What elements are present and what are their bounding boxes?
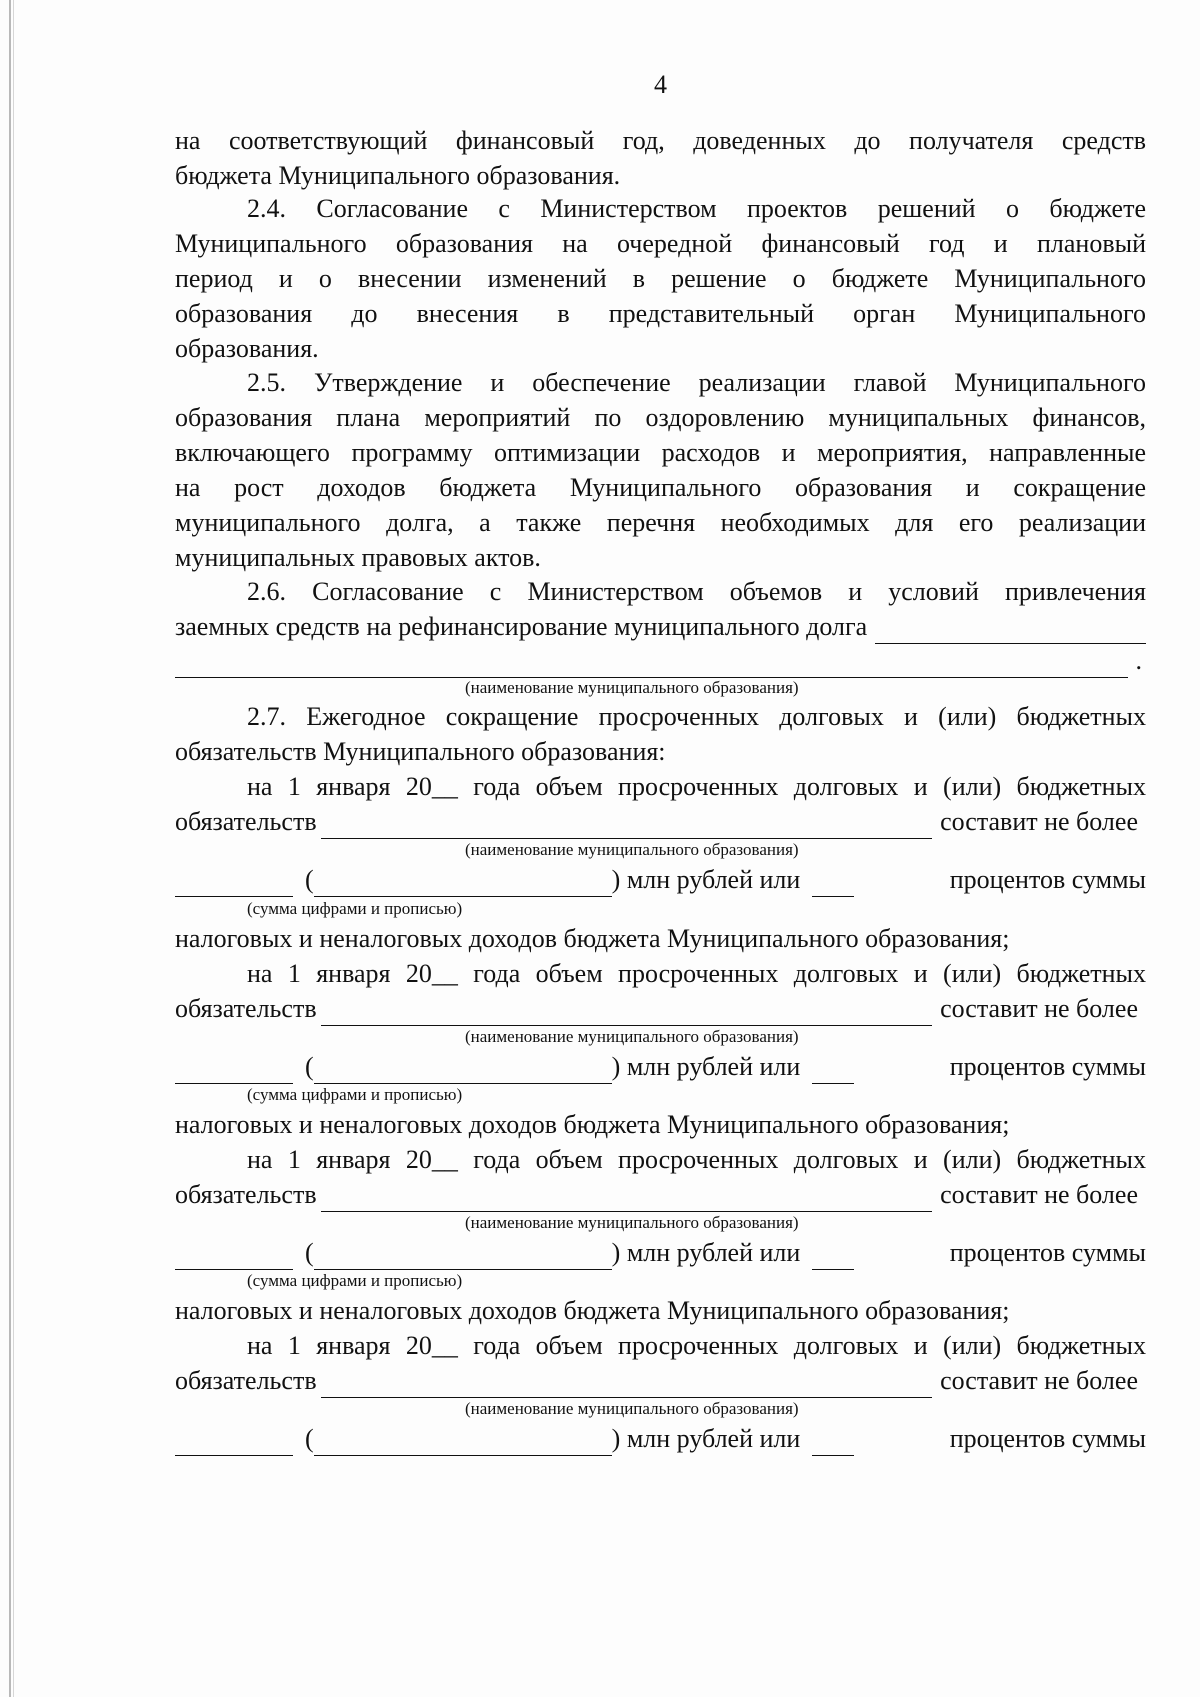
blank-field bbox=[175, 1245, 293, 1270]
caption-sum: (сумма цифрами и прописью) bbox=[247, 1271, 463, 1290]
scan-edge-inner bbox=[13, 0, 14, 1697]
text-fragment: составит не более bbox=[940, 994, 1138, 1023]
text-fragment: ) млн рублей или bbox=[611, 865, 801, 894]
text-fragment: обязательств bbox=[175, 1180, 317, 1209]
blank-field bbox=[875, 619, 1146, 644]
year-line: на 1 января 20__ года объем просроченных долговых и (или) бюджетных bbox=[247, 1331, 1146, 1360]
text-fragment: процентов суммы bbox=[949, 1052, 1146, 1081]
caption-sum: (сумма цифрами и прописью) bbox=[247, 1085, 463, 1104]
text-line: муниципального долга, а также перечня необходимых для его реализации bbox=[175, 508, 1146, 537]
text-fragment: ( bbox=[305, 865, 314, 894]
text-fragment: составит не более bbox=[940, 807, 1138, 836]
caption-mo: (наименование муниципального образования) bbox=[465, 1213, 799, 1232]
year-line: на 1 января 20__ года объем просроченных долговых и (или) бюджетных bbox=[247, 959, 1146, 988]
text-line: образования. bbox=[175, 334, 319, 363]
paragraph-2-5: 2.5. Утверждение и обеспечение реализации главой Муниципального bbox=[247, 368, 1146, 397]
text-line: на рост доходов бюджета Муниципального образования и сокращение bbox=[175, 473, 1146, 502]
text-fragment: обязательств bbox=[175, 1366, 317, 1395]
year-line: на 1 января 20__ года объем просроченных долговых и (или) бюджетных bbox=[247, 1145, 1146, 1174]
blank-line bbox=[175, 644, 1146, 678]
text-line: налоговых и неналоговых доходов бюджета Муниципального образования; bbox=[175, 1110, 1010, 1139]
text-line: бюджета Муниципального образования. bbox=[175, 161, 621, 190]
text-line: образования плана мероприятий по оздоровлению муниципальных финансов, bbox=[175, 403, 1146, 432]
text-line: обязательств Муниципального образования: bbox=[175, 737, 666, 766]
obligations-line bbox=[175, 1178, 1146, 1212]
blank-field bbox=[175, 653, 1128, 678]
blank-field bbox=[321, 814, 933, 839]
text-line: образования до внесения в представительный орган Муниципального bbox=[175, 299, 1146, 328]
caption-mo: (наименование муниципального образования) bbox=[465, 1027, 799, 1046]
blank-field bbox=[175, 1059, 293, 1084]
blank-field bbox=[321, 1373, 933, 1398]
paragraph-2-4: 2.4. Согласование с Министерством проектов решений о бюджете bbox=[247, 194, 1146, 223]
page-number: 4 bbox=[654, 70, 667, 99]
paragraph-2-6: 2.6. Согласование с Министерством объемов и условий привлечения bbox=[247, 577, 1146, 606]
caption-sum: (сумма цифрами и прописью) bbox=[247, 899, 463, 918]
blank-field bbox=[321, 1187, 933, 1212]
text-fragment: составит не более bbox=[940, 1366, 1138, 1395]
obligations-line bbox=[175, 1364, 1146, 1398]
blank-field bbox=[314, 1059, 612, 1084]
obligations-line bbox=[175, 805, 1146, 839]
blank-field bbox=[175, 1431, 293, 1456]
blank-field bbox=[314, 1245, 612, 1270]
text-fragment: ( bbox=[305, 1052, 314, 1081]
text-line: Муниципального образования на очередной финансовый год и плановый bbox=[175, 229, 1146, 258]
blank-field bbox=[812, 1245, 854, 1270]
text-fragment: обязательств bbox=[175, 807, 317, 836]
text-fragment: ) млн рублей или bbox=[611, 1052, 801, 1081]
amount-line bbox=[175, 1050, 1146, 1084]
blank-field bbox=[321, 1001, 933, 1026]
caption-mo: (наименование муниципального образования) bbox=[465, 1399, 799, 1418]
blank-field bbox=[812, 1059, 854, 1084]
blank-field bbox=[314, 1431, 612, 1456]
amount-line bbox=[175, 1236, 1146, 1270]
blank-field bbox=[812, 1431, 854, 1456]
text-fragment: ( bbox=[305, 1424, 314, 1453]
text-fragment: ( bbox=[305, 1238, 314, 1267]
obligations-line bbox=[175, 992, 1146, 1026]
year-line: на 1 января 20__ года объем просроченных долговых и (или) бюджетных bbox=[247, 772, 1146, 801]
text-fragment: составит не более bbox=[940, 1180, 1138, 1209]
amount-line bbox=[175, 1422, 1146, 1456]
blank-field bbox=[314, 872, 612, 897]
text-line: налоговых и неналоговых доходов бюджета Муниципального образования; bbox=[175, 1296, 1010, 1325]
text-fragment: процентов суммы bbox=[949, 1238, 1146, 1267]
blank-field bbox=[175, 872, 293, 897]
text-fragment: ) млн рублей или bbox=[611, 1424, 801, 1453]
text-fragment: заемных средств на рефинансирование муниципального долга bbox=[175, 612, 868, 641]
text-line: период и о внесении изменений в решение о бюджете Муниципального bbox=[175, 264, 1146, 293]
caption-mo: (наименование муниципального образования) bbox=[465, 840, 799, 859]
text-line: налоговых и неналоговых доходов бюджета Муниципального образования; bbox=[175, 924, 1010, 953]
scan-edge bbox=[9, 0, 11, 1697]
period-mark: . bbox=[1135, 646, 1142, 675]
text-line: на соответствующий финансовый год, доведенных до получателя средств bbox=[175, 126, 1146, 155]
text-line bbox=[175, 610, 1146, 644]
text-fragment: процентов суммы bbox=[949, 1424, 1146, 1453]
text-fragment: ) млн рублей или bbox=[611, 1238, 801, 1267]
caption-mo: (наименование муниципального образования) bbox=[465, 678, 799, 697]
paragraph-2-7: 2.7. Ежегодное сокращение просроченных долговых и (или) бюджетных bbox=[247, 702, 1146, 731]
text-fragment: процентов суммы bbox=[949, 865, 1146, 894]
text-line: включающего программу оптимизации расходов и мероприятия, направленные bbox=[175, 438, 1146, 467]
text-fragment: обязательств bbox=[175, 994, 317, 1023]
text-line: муниципальных правовых актов. bbox=[175, 543, 541, 572]
blank-field bbox=[812, 872, 854, 897]
amount-line bbox=[175, 863, 1146, 897]
